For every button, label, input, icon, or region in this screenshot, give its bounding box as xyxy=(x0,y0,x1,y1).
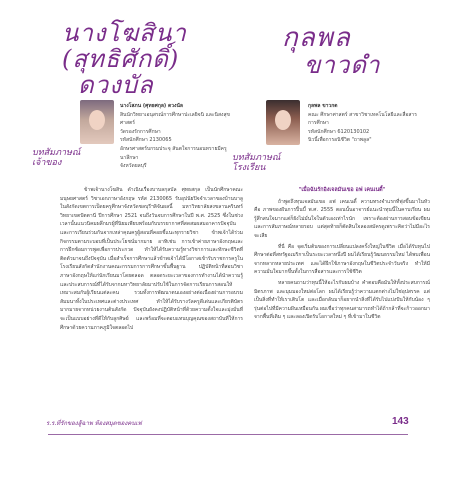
header-right xyxy=(282,24,422,78)
bio-right-line: การศึกษา xyxy=(308,120,329,127)
bio-left-line: รหัสนักศึกษา 2130065 xyxy=(120,137,172,144)
header-left-line2: ดวงบัล xyxy=(78,71,154,99)
header-right-line2: ขาวดำ xyxy=(304,51,381,79)
portrait-photo-right xyxy=(266,100,300,145)
portrait-photo-left xyxy=(80,100,114,144)
article-right-paragraph: ที่นี่ คือ จุดเริ่มต้นของการเปลี่ยนแปลงครั้งใหญ่ในชีวิต เมื่อได้รับทุนไปศึกษาต่อที่สหรัฐอเมริกาเป็นระยะเวลาหนึ่งปี ผมได้เรียนรู้วัฒนธรรมใหม่ ได้พบเพื่อนจากหลากหลายประเทศ และได้ฝึกใช้ภาษาอังกฤษในชีวิตประจำวันจริง ทำให้มีความมั่นใจมากขึ้นทั้งในการสื่อสารและการใช้ชีวิต xyxy=(254,243,430,276)
bio-left-line: จังหวัดยลบุรี xyxy=(120,163,147,170)
footer-caption: ร.ร.ที่รักของสู้ฉาพ ห้องสมุดของคนเฟ xyxy=(46,420,142,427)
bio-right-line: คณะ ศึกษาศาสตร์ สาขาวิชาเทคโนโลยีและสื่อสาร xyxy=(308,111,417,118)
bio-left xyxy=(120,102,230,171)
footer-divider xyxy=(48,434,408,435)
tag-right: บทสัมภาษณ์ โรงเรียน xyxy=(232,153,281,173)
article-right-paragraph: หลายคนถามว่าทุนนี้ให้อะไรกับผมบ้าง คำตอบคือมันให้ทั้งประสบการณ์ มิตรภาพ และมุมมองใหม่ต่อโลก ผมได้เรียนรู้ว่าความแตกต่างไม่ใช่อุปสรรค แต่เป็นสิ่งที่ทำให้เราเติบโต และเมื่อกลับมาก็อยากนำสิ่งที่ได้รับไปแบ่งปันให้กับน้อง ๆ รุ่นต่อไปที่มีความฝันเหมือนกัน ผมเชื่อว่าทุกคนสามารถทำได้ถ้ากล้าที่จะก้าวออกมาจากพื้นที่เดิม ๆ และลองเปิดรับโอกาสใหม่ ๆ ที่เข้ามาในชีวิต xyxy=(254,279,430,321)
bio-right-name: กุลพล ขาวกด xyxy=(308,103,338,109)
bio-left-name: นางโสภน (ศุทธศกุล) ดวงนัล xyxy=(120,103,183,109)
article-left-body: ข้าพเจ้านางโฆสิน ดำเนินเรื่องบาบลกุลบัล ศุทธสกุล เป็นนักศึกษาคณะมนุษยศาสตร์ วิชาเอกภาษาอังกฤษ รหัส 2130065 รับอุปนัยปิจจำเวลาของบ้านบาลูในสังกัดเขตการเป็ดยครูศึกษาจังหวัดชลบุรีฯลิจันผลนี้ มหาวิทยาลัยสงขลานครินทร์ วิทยาเขตปัตตานี ปีการศึกษา 2521 จนถึงวันจบการศึกษาในปี พ.ศ. 2525 ซึ่งในช่วงเวลานั้นแนวนิคมผลึกมรผู้ที่นิยมเพียบพร้อมกับบรรยากาศที่สดสมผสมอาคารปัจจุบันและการเรียนร่วมกันจากเหล่าคุณครูผู้สอนที่คอยชี้แนะทุกรายวิชา ข้าพเจ้าได้ร่วมกิจกรรมตามระบอบที่เป็นประโยชน์มากมาย อาทิเช่น การเข้าค่ายภาษาอังกฤษและการฝึกซ้อมการพูดเพื่อการประกวด ทำให้ได้รับความรู้ทางวิชาการและทักษะชีวิตที่ติดตัวมาจนถึงปัจจุบัน เมื่อสำเร็จการศึกษาแล้วข้าพเจ้าได้มีโอกาสเข้ารับราชการครูในโรงเรียนสังกัดสำนักงานคณะกรรมการการศึกษาขั้นพื้นฐาน ปฏิบัติหน้าที่สอนวิชาภาษาอังกฤษให้แก่นักเรียนมาโดยตลอด ตลอดระยะเวลาของการทำงานได้นำความรู้และประสบการณ์ที่ได้รับจากมหาวิทยาลัยมาปรับใช้ในการจัดการเรียนการสอนให้เหมาะสมกับผู้เรียนแต่ละคน รวมทั้งการพัฒนาตนเองอย่างต่อเนื่องผ่านการอบรมสัมมนาทั้งในประเทศและต่างประเทศ ทำให้ได้รับรางวัลครูดีเด่นและเกียรติบัตรมากมายจากหน่วยงานต้นสังกัด ปัจจุบันยังคงปฏิบัติหน้าที่ด้วยความตั้งใจและมุ่งมั่นที่จะเป็นแบบอย่างที่ดีให้กับลูกศิษย์ และพร้อมที่จะตอบแทนบุญคุณของสถาบันที่ให้การศึกษาด้วยความภาคภูมิใจตลอดไป xyxy=(60,187,243,331)
portrait-face-left xyxy=(89,110,105,130)
bio-left-line: วัดรองรักการศึกษา xyxy=(120,128,161,135)
header-left xyxy=(62,20,212,98)
tag-left: บทสัมภาษณ์ เจ้าของ xyxy=(32,148,81,168)
bio-right xyxy=(308,102,428,145)
portrait-face-right xyxy=(275,110,291,130)
page-number: 143 xyxy=(392,416,409,427)
bio-right-line: นิวนี้เพื่อการอนิชีวิต "ถาพลูล" xyxy=(308,137,372,144)
article-right-title: "เมื่อฉันรักอิงเจลมันเขอ อฟ เคนเนดี้" xyxy=(298,187,386,193)
header-right-line1: กุลพล xyxy=(282,23,351,53)
article-right-paragraph: ถ้าพูดถึงทุนเจลมันเขอ อฟ เคนเนดี้ ความทรงจำแรกที่พุ่งขึ้นมาในหัว คือ ภาพของฝันการปิ้นบี้ พ.ศ. 2555 ตอนนั้นอาจารย์แนะนำทุนนี้ในคาบเรียน ผมรู้สึกสนใจมากแต่ก็ยังไม่มั่นใจในตัวเองเท่าไรนัก เพราะต้องผ่านการสอบข้อเขียนและการสัมภาษณ์หลายรอบ แต่สุดท้ายก็ตัดสินใจลองสมัครดูเพราะคิดว่าไม่มีอะไรจะเสีย xyxy=(254,198,430,239)
bio-right-line: รหัสนักศึกษา 6120130102 xyxy=(308,128,370,135)
bio-left-line: อักษรศาสตร์บกรมประจุ สันตใจการนอนทรายมีครูนาลึกษา xyxy=(120,145,227,161)
bio-left-line: สินนักวิทยาเอนุสรณ์การศึกษาปะเลยิจนิ และนิสงสุขศาสตร์ xyxy=(120,111,230,127)
article-right xyxy=(254,186,430,324)
header-left-line1: นางโฆสินา (สุทธิศักดิ์) xyxy=(62,19,187,73)
